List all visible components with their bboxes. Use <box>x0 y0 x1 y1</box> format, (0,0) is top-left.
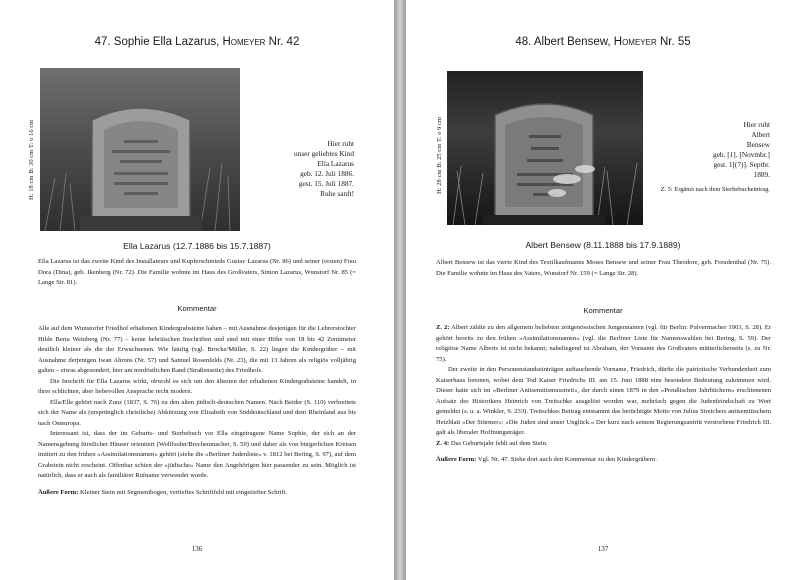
kommentar-heading: Kommentar <box>583 306 623 315</box>
left-page <box>0 0 394 580</box>
page-number: 137 <box>597 545 609 553</box>
kommentar-text: Alle auf dem Wunstorfer Friedhof erhaltenen Kindergrabsteine haben – mit Ausnahme desjenigen für die Lehrerstochter Hilde Berta Weinberg (Nr. 77) – keine hebräischen Inschriften und sind mit einer Höhe von 18 bis 42 Zentimeter deutlich kleiner als die der Erwachsenen. Wie häufig (vgl. Brocke/Müller, S. 22) liegen die Kindergräber – mit Ausnahme derjenigen Iwan Ahrons (Nr. 57) und Samuel Rosenfelds (Nr. 23), die mit 13 Jahren als religiös volljährig galten – etwas abgesondert, hier am nordöstlichen Rand (Straßenseite) des Friedhofs. Die Inschrift für Ella Lazarus wirkt, obwohl es sich um den ältesten der erhaltenen Kindergrabsteine handelt, in ihrer schlichten, aber liebevollen Ansprache recht modern. Ella/Elle gehört nach Zunz (1837, S. 76) zu den alten jüdisch-deutschen Namen. Nach Beider (S. 110) verbreitete sich der Name als (ursprünglich christliche) Abkürzung von Elisabeth von Süddeutschland und dem Rheinland aus bis nach Osteuropa. Interessant ist, dass der im Geburts- und Sterbebuch vor Ella eingetragene Name Sophie, der sich an der Namensgebung fürstlicher Häuser orientiert (Wolffsohn/Brechenmacher, S. 59) und daher als von bürgerlichen Kreisen imitiert zu den frühen »Assimilationsnamen« gehört (siehe die »Berliner Judenliste« v. 1812 bei Bering, S. 97), auf dem Grabstein nicht erscheint. Offenbar schien der »jüdische« Name den Angehörigen hier passender zu sein. Möglich ist natürlich, dass er auch als familiärer Rufname verwendet wurde. Äußere Form: Kleiner Stein mit Segmentbogen, vertieftes Schriftfeld mit eingetiefter Schrift. <box>38 325 356 496</box>
inscription: Hier ruht Albert Bensew geb. [1]. [Novmbr.] gest. 1[(7)]. Septbr. 1889. <box>713 120 770 179</box>
bio-paragraph: Albert Bensew ist das vierte Kind des Textilkaufmanns Moses Bensew und seiner Frau Theodore, geb. Freudenthal (Nr. 75). Die Familie wohnte im Haus des Vaters, Wunstorf Nr. 159 (= Lange Str. 28). <box>436 259 771 277</box>
bio-paragraph: Ella Lazarus ist das zweite Kind des Installateurs und Kupferschmieds Gustav Lazarus (Nr. 86) und seiner (ersten) Frau Dora (Dina), geb. Ikenberg (Nr. 72). Die Familie wohnte im Haus des Großvaters, Simon Lazarus, Wunstorf Nr. 85 (= Lange Str. 81). <box>38 258 356 286</box>
gravestone-photo-albert <box>447 71 643 225</box>
inscription-footnote: Z. 5: Ergänzt nach dem Sterbebucheintrag. <box>660 186 770 193</box>
dimensions-caption: H: 18 cm B: 30 cm T: o 16 cm <box>28 119 35 200</box>
subtitle: Ella Lazarus (12.7.1886 bis 15.7.1887) <box>123 241 271 251</box>
page-number: 136 <box>191 545 203 553</box>
book-gutter <box>394 0 406 580</box>
inscription: Hier ruht unser geliebtes Kind Ella Lazarus geb. 12. Juli 1886. gest. 15. Juli 1887. Ruhe sanft! <box>294 139 354 198</box>
dimensions-caption: H: 28 cm B: 25 cm T: o 9 cm <box>436 116 443 194</box>
right-page <box>406 0 800 580</box>
kommentar-text: Z. 2: Albert zählte zu den allgemein beliebten zeitgenössischen Jungennamen (vgl. für Berlin: Pulvermacher 1903, S. 28). Er gehört bereits zu den frühen »Assimilationsnamen« (vgl. die Berliner Liste für Namenswahlen bei Bering, S. 59). Der religiöse Name Alberts ist nicht bekannt; naheliegend ist Abraham, der Vorname des Großvaters mütterlicherseits (s. zu Nr. 75). Der zweite in den Personenstandseinträgen auftauchende Vorname, Friedrich, dürfte die patriotische Verbundenheit zum Kaiserhaus betonen, wobei dem Tod Kaiser Friedrichs III. am 15. Juni 1888 eine besondere Bedeutung zukommen wird. Dieser hatte sich im »Berliner Antisemitismusstreit«, der durch einen 1879 in den »Preußischen Jahrbüchern« erschienenen Aufsatz des Historikers Heinrich von Treitschke ausgelöst worden war, mehrfach gegen die Judenfeindschaft zu Wort gemeldet (s. u. a. Winkler, S. 233). Treitschkes Beitrag entstammt das berüchtigte Motto von Julius Streichers antisemitischem Hetzblatt »Der Stürmer«: »Die Juden sind unser Unglück.« Der kurz nach seinem Regierungsantritt verstorbene Friedrich III. galt als liberaler Hoffnungsträger. Z. 4: Das Geburtsjahr fehlt auf dem Stein. Äußere Form: Vgl. Nr. 47. Siehe dort auch den Kommentar zu den Kindergräbern. <box>436 324 771 463</box>
entry-title: 48. Albert Bensew, Homeyer Nr. 55 <box>515 36 691 48</box>
gravestone-photo-ella <box>40 68 240 231</box>
entry-title: 47. Sophie Ella Lazarus, Homeyer Nr. 42 <box>94 36 300 48</box>
subtitle: Albert Bensew (8.11.1888 bis 17.9.1889) <box>525 240 681 250</box>
kommentar-heading: Kommentar <box>177 304 217 313</box>
